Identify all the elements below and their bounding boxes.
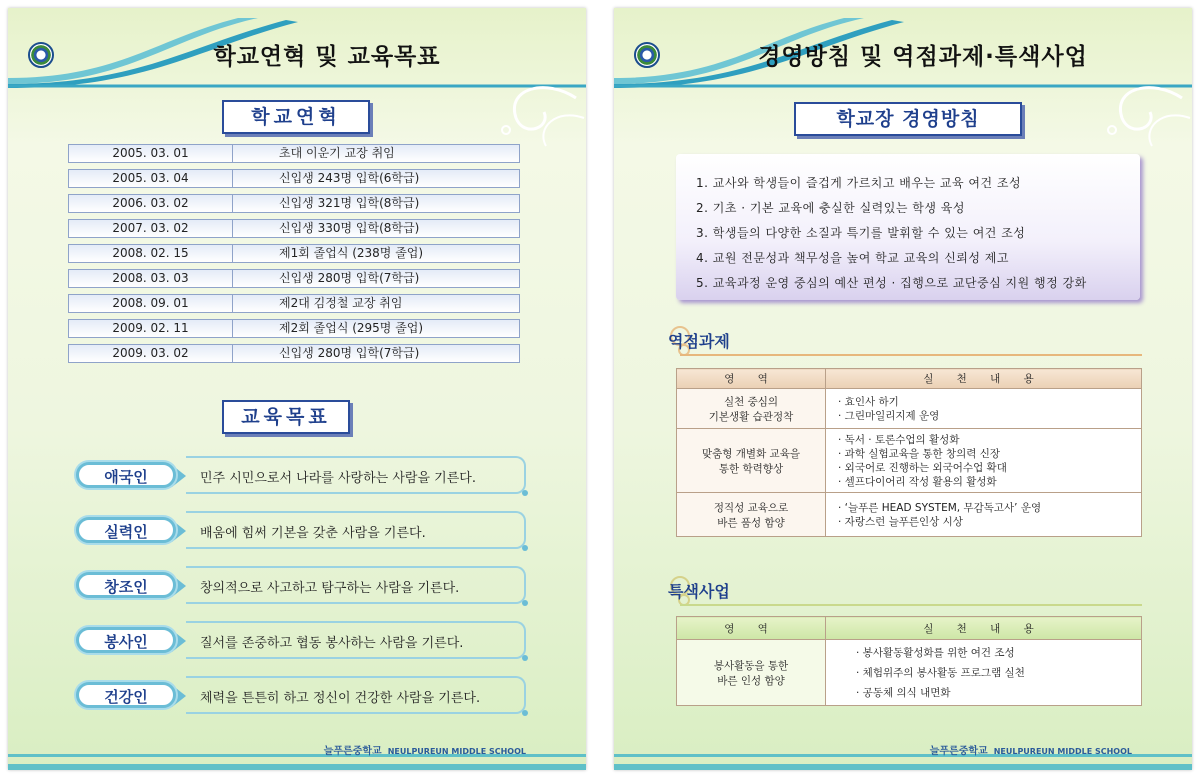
goals-title: 교육목표 [222, 400, 350, 434]
history-row [68, 244, 520, 263]
content-line: · 과학 실험교육을 통한 창의력 신장 [838, 447, 1001, 460]
content-line: · 외국어로 진행하는 외국어수업 확대 [838, 461, 1007, 474]
history-event: 신입생 280명 입학(7학급) [279, 346, 420, 360]
history-date: 2008. 02. 15 [69, 245, 233, 262]
flourish-decoration-icon [1072, 78, 1192, 158]
history-title: 학교연혁 [222, 100, 370, 134]
content-line: · 자랑스런 늘푸른인상 시상 [838, 515, 963, 528]
policy-title: 학교장 경영방침 [794, 102, 1022, 136]
content-line: · ‘늘푸른 HEAD SYSTEM, 무감독고사’ 운영 [838, 501, 1042, 514]
content-line: · 효인사 하기 [838, 395, 899, 408]
area-cell [677, 389, 826, 429]
history-event: 신입생 330명 입학(8학급) [279, 221, 420, 235]
area-line: 통한 학력향상 [718, 462, 784, 475]
history-event: 제2회 졸업식 (295명 졸업) [279, 321, 424, 335]
policy-item: 3. 학생들의 다양한 소질과 특기를 발휘할 수 있는 여건 조성 [696, 226, 1026, 240]
table-row [677, 640, 1142, 706]
policy-item: 5. 교육과정 운영 중심의 예산 편성 · 집행으로 교단중심 지원 행정 강화 [696, 276, 1087, 290]
goal-text: 체력을 튼튼히 하고 정신이 건강한 사람을 기른다. [200, 691, 481, 706]
history-row [68, 344, 520, 363]
section-divider [680, 604, 1142, 606]
goal-text: 민주 시민으로서 나라를 사랑하는 사람을 기른다. [200, 471, 476, 486]
table-header-area: 영 역 [677, 617, 826, 640]
goal-item [76, 676, 526, 716]
table-header-content: 실 천 내 용 [826, 369, 1142, 389]
goal-label: 봉사인 [76, 627, 176, 653]
tasks-table [676, 368, 1142, 537]
page-title: 경영방침 및 역점과제·특색사업 [758, 44, 1088, 70]
content-cell [826, 493, 1142, 537]
content-line: · 셀프다이어리 작성 활용의 활성화 [838, 475, 997, 488]
area-line: 정직성 교육으로 [713, 501, 789, 514]
goal-item [76, 511, 526, 551]
content-line: · 공동체 의식 내면화 [856, 686, 951, 699]
goal-item [76, 621, 526, 661]
page-header [614, 8, 1192, 88]
area-line: 바른 인성 함양 [717, 674, 785, 687]
special-table [676, 616, 1142, 706]
content-cell [826, 389, 1142, 429]
page-footer [8, 744, 586, 770]
content-line: · 그린마일리지제 운영 [838, 409, 940, 422]
page-footer [614, 744, 1192, 770]
area-cell [677, 640, 826, 706]
history-date: 2008. 03. 03 [69, 270, 233, 287]
content-line: · 독서 · 토론수업의 활성화 [838, 433, 960, 446]
history-row [68, 269, 520, 288]
content-line: · 봉사활동활성화를 위한 여건 조성 [856, 646, 1015, 659]
area-line: 봉사활동을 통한 [713, 659, 789, 672]
special-title: 특색사업 [668, 582, 730, 601]
goal-text: 창의적으로 사고하고 탐구하는 사람을 기른다. [200, 581, 460, 596]
table-row [677, 429, 1142, 493]
area-line: 기본생활 습관정착 [708, 410, 794, 423]
goal-label: 건강인 [76, 682, 176, 708]
goal-label: 실력인 [76, 517, 176, 543]
history-date: 2006. 03. 02 [69, 195, 233, 212]
area-cell [677, 493, 826, 537]
policy-item: 2. 기초 · 기본 교육에 충실한 실력있는 학생 육성 [696, 201, 965, 215]
area-cell [677, 429, 826, 493]
history-event: 제1회 졸업식 (238명 졸업) [279, 246, 424, 260]
goal-item [76, 456, 526, 496]
goal-label: 애국인 [76, 462, 176, 488]
policy-item: 1. 교사와 학생들이 즐겁게 가르치고 배우는 교육 여건 조성 [696, 176, 1022, 190]
left-page [8, 8, 586, 770]
history-row [68, 169, 520, 188]
policy-box [676, 154, 1140, 300]
history-event: 신입생 321명 입학(8학급) [279, 196, 420, 210]
history-row [68, 144, 520, 163]
content-cell [826, 429, 1142, 493]
history-date: 2005. 03. 01 [69, 145, 233, 162]
table-header-content: 실 천 내 용 [826, 617, 1142, 640]
section-divider [680, 354, 1142, 356]
history-date: 2009. 03. 02 [69, 345, 233, 362]
right-page [614, 8, 1192, 770]
policy-item: 4. 교원 전문성과 책무성을 높여 학교 교육의 신뢰성 제고 [696, 251, 1009, 265]
table-row [677, 493, 1142, 537]
goal-text: 질서를 존중하고 협동 봉사하는 사람을 기른다. [200, 636, 464, 651]
table-row [677, 389, 1142, 429]
content-line: · 체험위주의 봉사활동 프로그램 실천 [856, 666, 1025, 679]
history-row [68, 319, 520, 338]
history-date: 2008. 09. 01 [69, 295, 233, 312]
history-row [68, 194, 520, 213]
page-header [8, 8, 586, 88]
footer-school-name: 늘푸른중학교 NEULPUREUN MIDDLE SCHOOL [323, 746, 526, 757]
tasks-title: 역점과제 [668, 332, 730, 351]
history-row [68, 294, 520, 313]
history-event: 초대 이운기 교장 취임 [279, 146, 395, 160]
area-line: 실천 중심의 [723, 395, 779, 408]
page-title: 학교연혁 및 교육목표 [213, 44, 441, 70]
area-line: 바른 품성 함양 [717, 516, 785, 529]
history-date: 2005. 03. 04 [69, 170, 233, 187]
history-event: 신입생 243명 입학(6학급) [279, 171, 420, 185]
history-event: 신입생 280명 입학(7학급) [279, 271, 420, 285]
history-date: 2007. 03. 02 [69, 220, 233, 237]
footer-school-name: 늘푸른중학교 NEULPUREUN MIDDLE SCHOOL [929, 746, 1132, 757]
table-header-area: 영 역 [677, 369, 826, 389]
content-cell [826, 640, 1142, 706]
history-date: 2009. 02. 11 [69, 320, 233, 337]
goal-text: 배움에 힘써 기본을 갖춘 사람을 기른다. [200, 526, 426, 541]
goal-label: 창조인 [76, 572, 176, 598]
history-row [68, 219, 520, 238]
history-event: 제2대 김정철 교장 취임 [279, 296, 403, 310]
goal-item [76, 566, 526, 606]
area-line: 맞춤형 개별화 교육을 [702, 447, 800, 460]
